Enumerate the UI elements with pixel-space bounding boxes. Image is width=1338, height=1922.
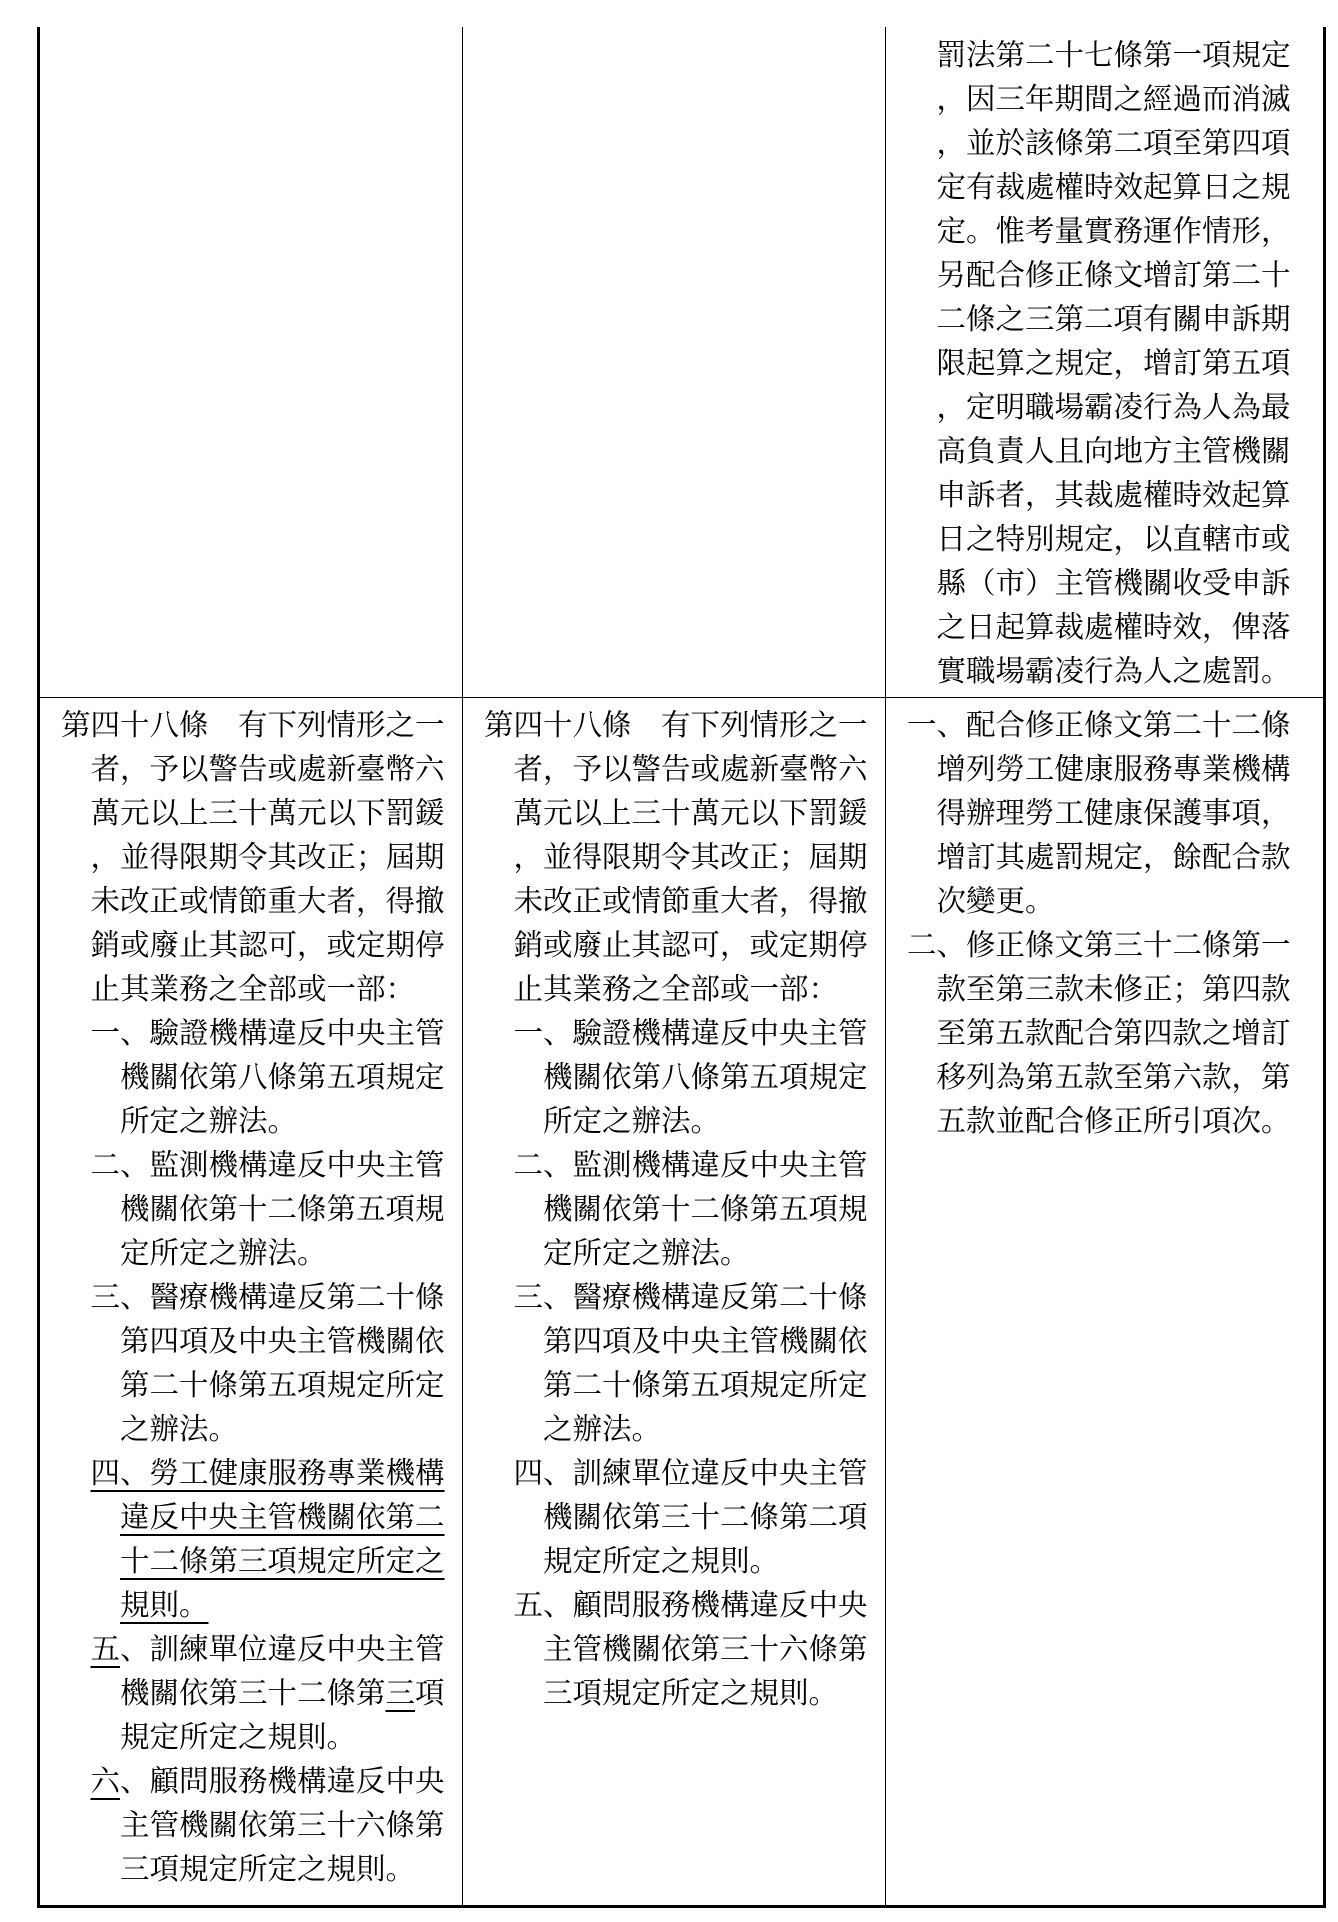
text-line: 五款並配合修正所引項次。 (936, 1104, 1291, 1138)
explanation-cell (886, 27, 1323, 697)
text-line: 申訴者，其裁處權時效起算 (936, 478, 1291, 512)
text-line: 機關依第十二條第五項規 (120, 1192, 445, 1226)
text-line: 機關依第三十二條第二項 (543, 1500, 868, 1534)
text-line: 增列勞工健康服務專業機構 (936, 752, 1291, 786)
text-line: 所定之辦法。 (120, 1104, 298, 1138)
text-line: 高負責人且向地方主管機關 (936, 434, 1291, 468)
text-line: 三項規定所定之規則。 (120, 1852, 416, 1886)
text-line: ，並得限期令其改正；屆期 (90, 840, 445, 874)
text-line: 定所定之辦法。 (120, 1236, 327, 1270)
text-line: 第四項及中央主管機關依 (120, 1324, 445, 1358)
list-item-line (61, 1451, 462, 1495)
text-line: ，定明職場霸凌行為人為最 (936, 390, 1291, 424)
current-text-cell (463, 27, 886, 697)
text-line: 罰法第二十七條第一項規定 (936, 38, 1291, 72)
underlined-text: 六 (90, 1764, 121, 1798)
list-item-line: 四、訓練單位違反中央主管 (513, 1456, 868, 1490)
article-heading-line: 第四十八條 有下列情形之一 (61, 708, 445, 742)
text-line: ，並於該條第二項至第四項 (936, 126, 1291, 160)
explanation-cell (886, 698, 1323, 1905)
underlined-text: 四、勞工健康服務專業機構 (90, 1456, 445, 1490)
list-item-line: 三、醫療機構違反第二十條 (513, 1280, 868, 1314)
list-item-line: 二、修正條文第三十二條第一 (907, 928, 1291, 962)
text-line: 規定所定之規則。 (543, 1544, 780, 1578)
table-row (40, 698, 1323, 1905)
text-line: 定所定之辦法。 (543, 1236, 750, 1270)
text-line: 次變更。 (936, 884, 1055, 918)
text-line: 二條之三第二項有關申訴期 (936, 302, 1291, 336)
text-line: 之日起算裁處權時效，俾落 (936, 610, 1291, 644)
text-line: 得辦理勞工健康保護事項， (936, 796, 1291, 830)
list-item-line: 三、醫療機構違反第二十條 (90, 1280, 445, 1314)
text-line: 款至第三款未修正；第四款 (936, 972, 1291, 1006)
text-line: 機關依第八條第五項規定 (120, 1060, 445, 1094)
text-line (61, 1539, 462, 1583)
text-line: 日之特別規定，以直轄市或 (936, 522, 1291, 556)
text-line: 三項規定所定之規則。 (543, 1676, 839, 1710)
text-line: 第二十條第五項規定所定 (120, 1368, 445, 1402)
text-line: 者，予以警告或處新臺幣六 (90, 752, 445, 786)
text-line: 規定所定之規則。 (120, 1720, 357, 1754)
text-line: 主管機關依第三十六條第 (120, 1808, 445, 1842)
article-comparison-table (37, 27, 1326, 1908)
list-item-line: 五、顧問服務機構違反中央 (513, 1588, 868, 1622)
list-item-line: 二、監測機構違反中央主管 (90, 1148, 445, 1182)
text-line: 止其業務之全部或一部： (513, 972, 839, 1006)
underlined-text: 五 (90, 1632, 121, 1666)
text-line: 銷或廢止其認可，或定期停 (513, 928, 868, 962)
text-line: 第二十條第五項規定所定 (543, 1368, 868, 1402)
underlined-text: 違反中央主管機關依第二 (120, 1500, 445, 1534)
text-line: ，並得限期令其改正；屆期 (513, 840, 868, 874)
text-line: 機關依第八條第五項規定 (543, 1060, 868, 1094)
text-line: 者，予以警告或處新臺幣六 (513, 752, 868, 786)
table-row (40, 27, 1323, 698)
underlined-text: 三 (385, 1676, 416, 1710)
underlined-text: 規則。 (120, 1588, 209, 1622)
text-line: 第四項及中央主管機關依 (543, 1324, 868, 1358)
text-line: 移列為第五款至第六款，第 (936, 1060, 1291, 1094)
text-line: 另配合修正條文增訂第二十 (936, 258, 1291, 292)
text-line: 之辦法。 (120, 1412, 239, 1446)
text-line: 萬元以上三十萬元以下罰鍰 (90, 796, 445, 830)
text-segment: 、訓練單位違反中央主管 (120, 1632, 445, 1666)
list-item-line: 一、驗證機構違反中央主管 (513, 1016, 868, 1050)
text-segment: 項 (415, 1676, 445, 1710)
text-line: 定有裁處權時效起算日之規 (936, 170, 1291, 204)
text-line: ，因三年期間之經過而消滅 (936, 82, 1291, 116)
text-line: 止其業務之全部或一部： (90, 972, 416, 1006)
text-line: 未改正或情節重大者，得撤 (90, 884, 445, 918)
text-line (61, 1495, 462, 1539)
text-line: 未改正或情節重大者，得撤 (513, 884, 868, 918)
text-line: 之辦法。 (543, 1412, 662, 1446)
list-item-line: 一、驗證機構違反中央主管 (90, 1016, 445, 1050)
text-segment: 機關依第三十二條第 (120, 1676, 386, 1710)
text-line (61, 1671, 462, 1715)
text-line: 定。惟考量實務運作情形， (936, 214, 1291, 248)
text-line: 萬元以上三十萬元以下罰鍰 (513, 796, 868, 830)
text-line: 機關依第十二條第五項規 (543, 1192, 868, 1226)
current-text-cell (463, 698, 886, 1905)
article-heading-line: 第四十八條 有下列情形之一 (484, 708, 868, 742)
list-item-line (61, 1759, 462, 1803)
text-line: 銷或廢止其認可，或定期停 (90, 928, 445, 962)
text-segment: 、顧問服務機構違反中央 (120, 1764, 445, 1798)
list-item-line: 一、配合修正條文第二十二條 (907, 708, 1291, 742)
text-line (61, 1583, 462, 1627)
list-item-line: 二、監測機構違反中央主管 (513, 1148, 868, 1182)
text-line: 所定之辦法。 (543, 1104, 721, 1138)
list-item-line (61, 1627, 462, 1671)
text-line: 增訂其處罰規定，餘配合款 (936, 840, 1291, 874)
text-line: 至第五款配合第四款之增訂 (936, 1016, 1291, 1050)
text-line: 縣（市）主管機關收受申訴 (936, 566, 1291, 600)
amended-text-cell (40, 698, 463, 1905)
text-line: 實職場霸凌行為人之處罰。 (936, 654, 1291, 688)
amended-text-cell (40, 27, 463, 697)
text-line: 限起算之規定，增訂第五項 (936, 346, 1291, 380)
underlined-text: 十二條第三項規定所定之 (120, 1544, 445, 1578)
text-line: 主管機關依第三十六條第 (543, 1632, 868, 1666)
